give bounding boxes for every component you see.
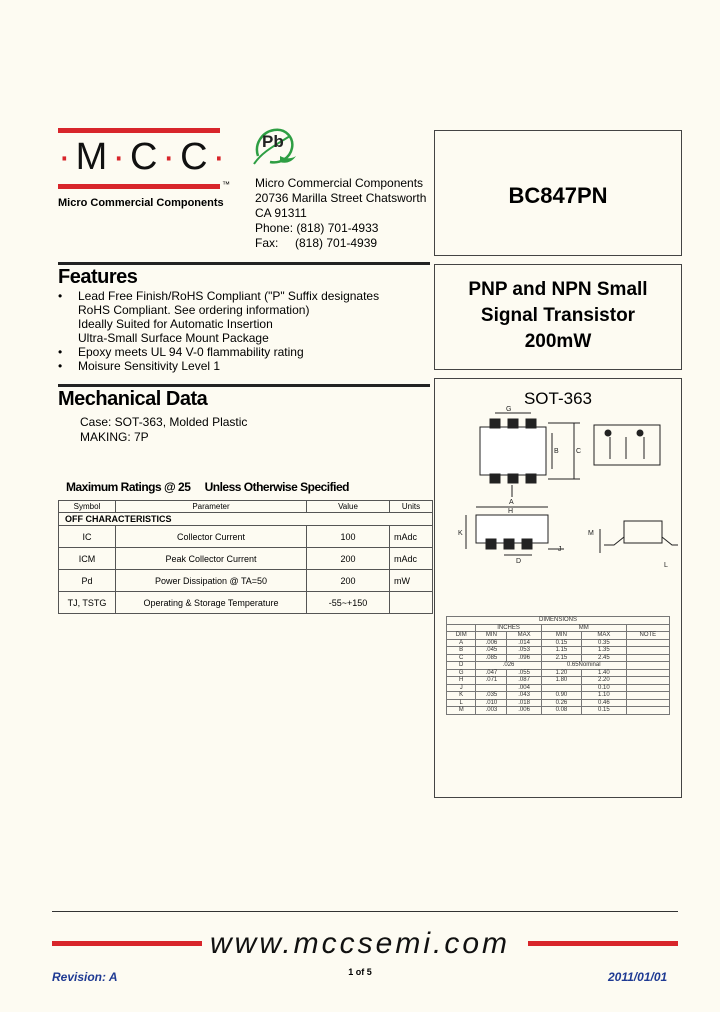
dim-cell: 0.15 xyxy=(582,707,627,715)
dim-cell: 2.20 xyxy=(582,677,627,685)
cell-value: 100 xyxy=(307,526,390,548)
phone-label: Phone: xyxy=(255,221,294,235)
dim-group-empty xyxy=(626,624,669,632)
dim-cell: C xyxy=(447,654,476,662)
dim-row xyxy=(447,662,670,670)
dim-cell: K xyxy=(447,692,476,700)
logo-m: M xyxy=(75,136,113,178)
dim-row xyxy=(447,699,670,707)
dim-cell: H xyxy=(447,677,476,685)
dim-cell: 1.20 xyxy=(541,669,581,677)
dim-cell: D xyxy=(447,662,476,670)
page-number: 1 of 5 xyxy=(348,967,372,977)
col-header: Units xyxy=(390,501,433,513)
dim-row xyxy=(447,684,670,692)
dim-header-row xyxy=(447,632,670,640)
logo-c1: C xyxy=(129,136,163,178)
dim-cell: .004 xyxy=(507,684,541,692)
cell-value: -55~+150 xyxy=(307,592,390,614)
feature-text: Moisure Sensitivity Level 1 xyxy=(78,359,221,373)
cell-value: 200 xyxy=(307,548,390,570)
dim-cell xyxy=(541,684,581,692)
table-row xyxy=(59,526,433,548)
cell-parameter: Operating & Storage Temperature xyxy=(116,592,307,614)
cell-units xyxy=(390,592,433,614)
pb-label: Pb xyxy=(262,132,284,151)
dim-cell: G xyxy=(447,669,476,677)
feature-item xyxy=(58,345,428,359)
dim-cell: 0.10 xyxy=(582,684,627,692)
table-row xyxy=(59,548,433,570)
revision-date: 2011/01/01 xyxy=(608,970,668,984)
dim-cell: .010 xyxy=(476,699,507,707)
dim-group-inches: INCHES xyxy=(476,624,541,632)
product-title xyxy=(435,277,681,355)
cell-units: mAdc xyxy=(390,526,433,548)
dim-cell: 1.15 xyxy=(541,647,581,655)
dim-cell: 0.35 xyxy=(582,639,627,647)
logo-bottom-bar xyxy=(58,184,220,189)
address-fax xyxy=(255,236,426,251)
dim-cell xyxy=(626,654,669,662)
part-number: BC847PN xyxy=(508,183,608,208)
package-drawing xyxy=(440,405,678,605)
phone-number: (818) 701-4933 xyxy=(296,221,379,235)
mcc-logo xyxy=(58,136,231,179)
dim-cell: M xyxy=(447,707,476,715)
dim-cell: L xyxy=(447,699,476,707)
dim-cell xyxy=(626,707,669,715)
mechanical-making: MAKING: 7P xyxy=(80,430,149,444)
dim-cell xyxy=(626,692,669,700)
feature-text: Ideally Suited for Automatic Insertion xyxy=(78,317,273,331)
col-header: Symbol xyxy=(59,501,116,513)
dim-cell: 1.35 xyxy=(582,647,627,655)
dim-cell: .006 xyxy=(507,707,541,715)
dim-row xyxy=(447,677,670,685)
dim-cell: .014 xyxy=(507,639,541,647)
feature-item xyxy=(58,289,428,303)
product-line-2: Signal Transistor xyxy=(480,305,636,326)
dim-label-j: J xyxy=(558,546,562,553)
dim-label-a: A xyxy=(509,499,514,506)
dim-cell: 0.46 xyxy=(582,699,627,707)
features-divider xyxy=(58,262,430,265)
dim-cell: .071 xyxy=(476,677,507,685)
dim-cell xyxy=(626,639,669,647)
dim-cell: 1.10 xyxy=(582,692,627,700)
dim-row xyxy=(447,692,670,700)
dim-label-d: D xyxy=(516,558,522,565)
feature-text: Lead Free Finish/RoHS Compliant ("P" Suffix designates xyxy=(78,289,380,303)
feature-item xyxy=(58,303,428,317)
trademark: ™ xyxy=(222,180,230,189)
dim-cell xyxy=(626,699,669,707)
dim-cell: 1.40 xyxy=(582,669,627,677)
dim-cell: 0.90 xyxy=(541,692,581,700)
dim-cell: 2.15 xyxy=(541,654,581,662)
dim-title: DIMENSIONS xyxy=(447,617,670,625)
website-url: www.mccsemi.com xyxy=(209,927,510,960)
dim-cell: 0.15 xyxy=(541,639,581,647)
dim-cell: 2.45 xyxy=(582,654,627,662)
dim-col: MIN xyxy=(541,632,581,640)
dim-row xyxy=(447,647,670,655)
max-ratings-table xyxy=(58,500,433,614)
dim-cell xyxy=(626,647,669,655)
table-row xyxy=(59,570,433,592)
feature-text: Ultra-Small Surface Mount Package xyxy=(78,331,269,345)
dim-cell: .045 xyxy=(476,647,507,655)
logo-dot: · xyxy=(212,136,231,178)
cell-symbol: IC xyxy=(59,526,116,548)
cell-symbol: TJ, TSTG xyxy=(59,592,116,614)
bullet: • xyxy=(58,345,63,359)
logo-dot: · xyxy=(162,136,181,178)
address-phone xyxy=(255,221,426,236)
dim-label-h2: H xyxy=(508,508,514,515)
dim-cell: .035 xyxy=(476,692,507,700)
cell-parameter: Peak Collector Current xyxy=(116,548,307,570)
dim-group-row xyxy=(447,624,670,632)
dim-cell: 1.80 xyxy=(541,677,581,685)
dim-cell: 0.08 xyxy=(541,707,581,715)
product-title-box xyxy=(434,264,682,370)
table-header-row xyxy=(59,501,433,513)
dim-cell: B xyxy=(447,647,476,655)
dim-label-m: M xyxy=(588,530,594,537)
col-header: Value xyxy=(307,501,390,513)
logo-top-bar xyxy=(58,128,220,133)
logo-company-name: Micro Commercial Components xyxy=(58,197,224,209)
dim-cell: A xyxy=(447,639,476,647)
dim-label-b: B xyxy=(554,448,559,455)
dim-group-mm: MM xyxy=(541,624,626,632)
table-row xyxy=(59,592,433,614)
bullet: • xyxy=(58,359,63,373)
cell-parameter: Collector Current xyxy=(116,526,307,548)
mechanical-divider xyxy=(58,384,430,387)
address-city: CA 91311 xyxy=(255,206,307,220)
dim-row xyxy=(447,639,670,647)
logo-dot: · xyxy=(58,136,76,178)
col-header: Parameter xyxy=(116,501,307,513)
product-line-1: PNP and NPN Small xyxy=(468,279,648,300)
cell-value: 200 xyxy=(307,570,390,592)
dim-cell xyxy=(626,669,669,677)
dim-cell: .043 xyxy=(507,692,541,700)
dimensions-table xyxy=(446,616,670,715)
dim-cell: .055 xyxy=(507,669,541,677)
mechanical-case: Case: SOT-363, Molded Plastic xyxy=(80,415,248,429)
subheading: OFF CHARACTERISTICS xyxy=(59,513,433,526)
footer-rule xyxy=(52,911,678,912)
dim-cell: J xyxy=(447,684,476,692)
cell-units: mAdc xyxy=(390,548,433,570)
dim-title-row xyxy=(447,617,670,625)
cell-units: mW xyxy=(390,570,433,592)
feature-text: Epoxy meets UL 94 V-0 flammability rating xyxy=(78,345,304,359)
dim-row xyxy=(447,669,670,677)
dim-row xyxy=(447,654,670,662)
cell-parameter: Power Dissipation @ TA=50 xyxy=(116,570,307,592)
dim-label-k: K xyxy=(458,530,463,537)
dim-label-g: G xyxy=(506,406,512,413)
mechanical-heading: Mechanical Data xyxy=(58,388,208,410)
fax-label: Fax: xyxy=(255,236,279,250)
dim-cell: .018 xyxy=(507,699,541,707)
address-company: Micro Commercial Components xyxy=(255,176,424,190)
dim-cell xyxy=(626,677,669,685)
company-address xyxy=(255,176,426,251)
dim-cell: 0.26 xyxy=(541,699,581,707)
dim-cell: .096 xyxy=(507,654,541,662)
dim-cell: .003 xyxy=(476,707,507,715)
bullet: • xyxy=(58,289,63,303)
table-subheading-row xyxy=(59,513,433,526)
feature-text: RoHS Compliant. See ordering information) xyxy=(78,303,310,317)
part-number-box xyxy=(434,130,682,256)
dim-row xyxy=(447,707,670,715)
ratings-heading: Maximum Ratings @ 25 Unless Otherwise Specified xyxy=(66,480,349,494)
feature-item xyxy=(58,331,428,345)
dim-cell xyxy=(476,684,507,692)
dim-col: DIM xyxy=(447,632,476,640)
cell-symbol: ICM xyxy=(59,548,116,570)
dim-cell xyxy=(626,662,669,670)
dim-cell: .085 xyxy=(476,654,507,662)
dim-cell: .047 xyxy=(476,669,507,677)
lead-free-icon xyxy=(250,126,298,168)
dim-cell: .087 xyxy=(507,677,541,685)
logo-dot: · xyxy=(112,136,130,178)
dim-label-l: L xyxy=(664,562,668,569)
feature-item xyxy=(58,359,428,373)
logo-c2: C xyxy=(180,136,213,178)
product-line-3: 200mW xyxy=(524,331,592,352)
revision: Revision: A xyxy=(52,970,118,984)
dim-col: MIN xyxy=(476,632,507,640)
address-street: 20736 Marilla Street Chatsworth xyxy=(255,191,427,205)
feature-item xyxy=(58,317,428,331)
dim-col: MAX xyxy=(582,632,627,640)
dim-cell: .026 xyxy=(476,662,541,670)
features-list xyxy=(58,289,428,373)
dim-label-c: C xyxy=(576,448,582,455)
dim-cell: .053 xyxy=(507,647,541,655)
dim-col: NOTE xyxy=(626,632,669,640)
fax-number: (818) 701-4939 xyxy=(295,236,378,250)
features-heading: Features xyxy=(58,266,138,288)
package-label: SOT-363 xyxy=(523,389,593,408)
dim-cell: 0.65Nominal xyxy=(541,662,626,670)
dim-cell xyxy=(626,684,669,692)
cell-symbol: Pd xyxy=(59,570,116,592)
dim-cell: .006 xyxy=(476,639,507,647)
dim-group-empty xyxy=(447,624,476,632)
dim-col: MAX xyxy=(507,632,541,640)
